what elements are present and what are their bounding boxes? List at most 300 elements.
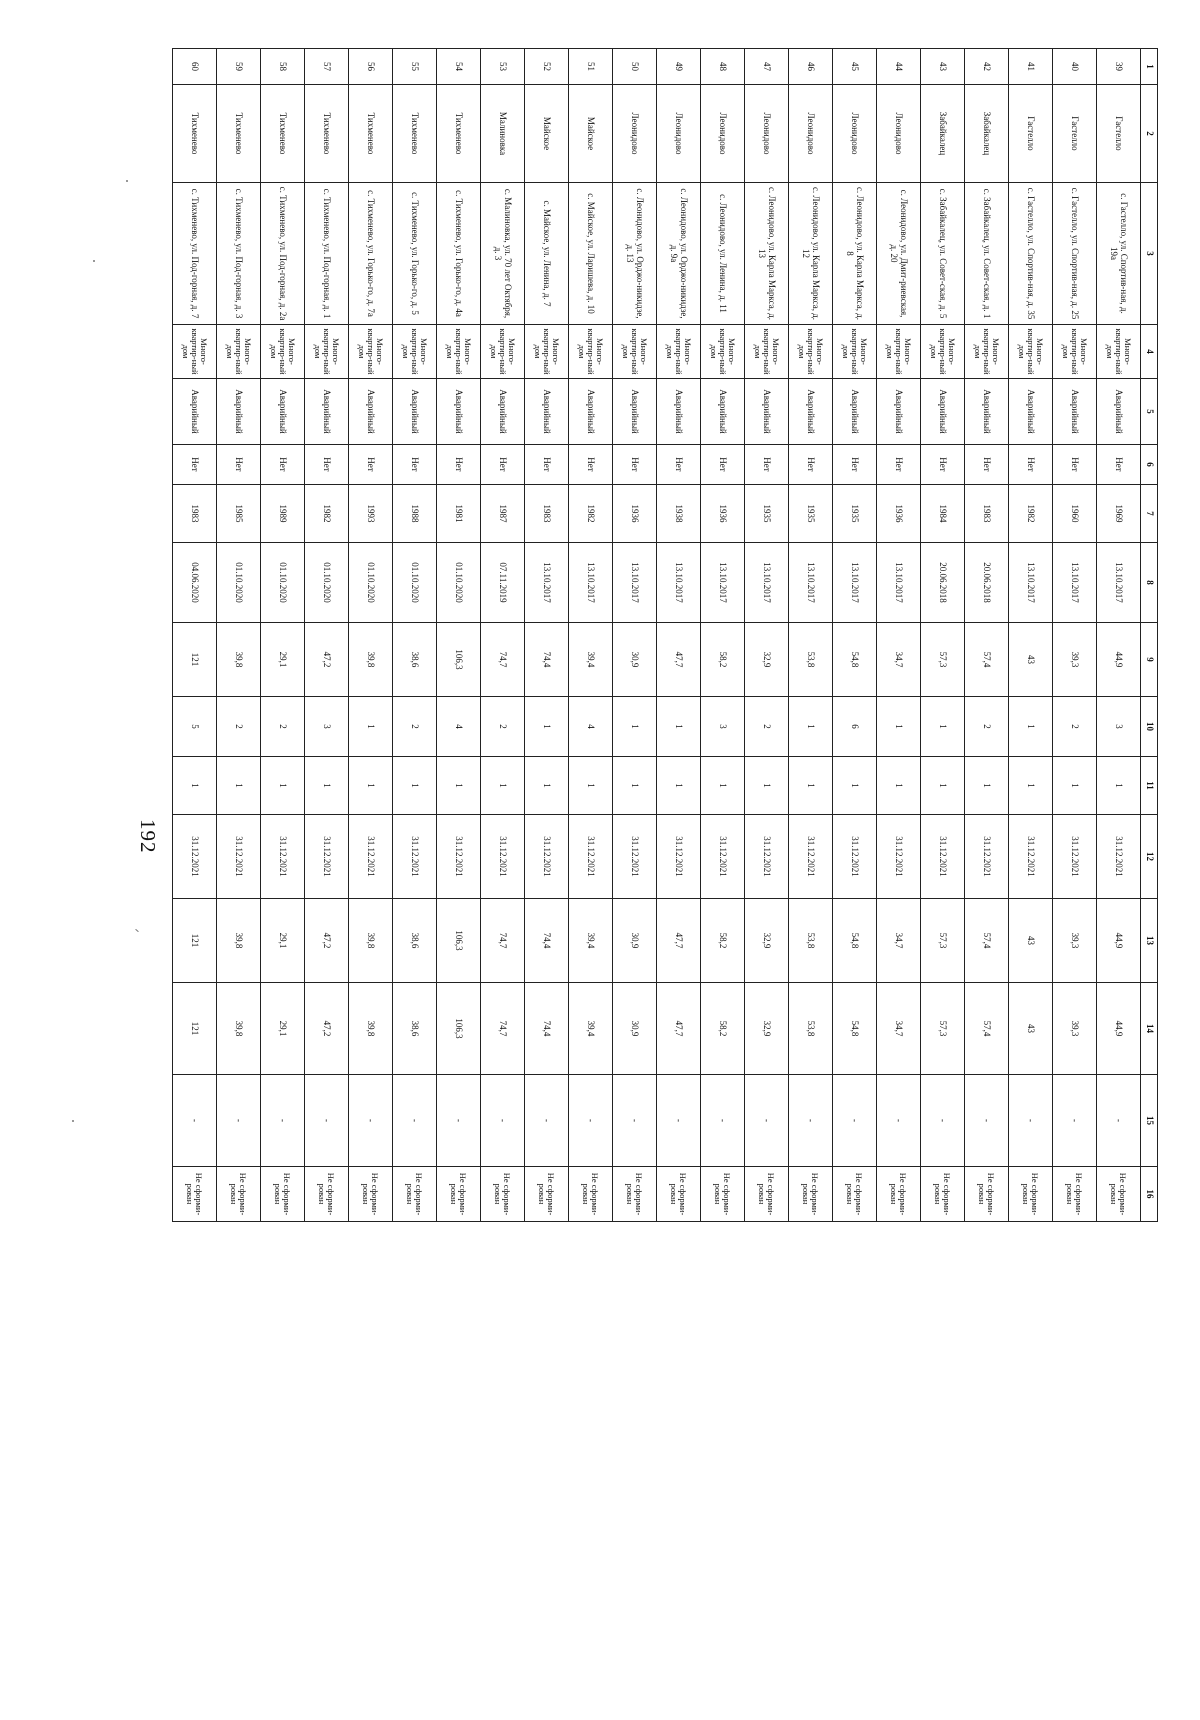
area-cell: 39,3: [1053, 623, 1097, 697]
year-built-cell: 1936: [701, 485, 745, 543]
area-resettled-cell: 29,1: [261, 983, 305, 1075]
dash-cell: -: [789, 1075, 833, 1167]
address-cell: с. Леонидово, ул. Орджо-никидзе, д. 9а: [657, 183, 701, 325]
area-resettled-cell: 34,7: [877, 983, 921, 1075]
settlement-cell: Тихменево: [261, 85, 305, 183]
recognition-date-cell: 01.10.2020: [261, 543, 305, 623]
building-type-cell: Много-квартир-ный дом: [305, 325, 349, 379]
settlement-cell: Гастелло: [1097, 85, 1141, 183]
table-row: [349, 49, 393, 1222]
year-built-cell: 1988: [393, 485, 437, 543]
flag-cell: Нет: [261, 445, 305, 485]
status-cell: Не сформи-рован: [525, 1167, 569, 1222]
building-type-cell: Много-квартир-ный дом: [437, 325, 481, 379]
status-cell: Не сформи-рован: [789, 1167, 833, 1222]
residents-cell: 2: [261, 697, 305, 757]
building-type-cell: Много-квартир-ный дом: [701, 325, 745, 379]
deadline-cell: 31.12.2021: [965, 815, 1009, 899]
condition-cell: Аварийный: [745, 379, 789, 445]
area-total-cell: 47,7: [657, 899, 701, 983]
table-row: [305, 49, 349, 1222]
table-row: [921, 49, 965, 1222]
count-cell: 1: [877, 757, 921, 815]
dash-cell: -: [613, 1075, 657, 1167]
area-resettled-cell: 57,4: [965, 983, 1009, 1075]
count-cell: 1: [921, 757, 965, 815]
condition-cell: Аварийный: [261, 379, 305, 445]
residents-cell: 2: [745, 697, 789, 757]
row-number: 42: [965, 49, 1009, 85]
area-total-cell: 121: [173, 899, 217, 983]
building-type-cell: Много-квартир-ный дом: [1009, 325, 1053, 379]
area-total-cell: 74,7: [481, 899, 525, 983]
count-cell: 1: [261, 757, 305, 815]
page-number: 192: [136, 819, 160, 854]
area-cell: 34,7: [877, 623, 921, 697]
year-built-cell: 1981: [437, 485, 481, 543]
building-type-cell: Много-квартир-ный дом: [569, 325, 613, 379]
residents-cell: 2: [217, 697, 261, 757]
column-header: 6: [1141, 445, 1158, 485]
count-cell: 1: [613, 757, 657, 815]
status-cell: Не сформи-рован: [393, 1167, 437, 1222]
address-cell: с. Малиновка, ул. 70 лет Октября, д. 3: [481, 183, 525, 325]
dash-cell: -: [569, 1075, 613, 1167]
building-type-cell: Много-квартир-ный дом: [877, 325, 921, 379]
recognition-date-cell: 13.10.2017: [569, 543, 613, 623]
building-type-cell: Много-квартир-ный дом: [525, 325, 569, 379]
row-number: 40: [1053, 49, 1097, 85]
status-cell: Не сформи-рован: [261, 1167, 305, 1222]
year-built-cell: 1984: [921, 485, 965, 543]
count-cell: 1: [701, 757, 745, 815]
year-built-cell: 1983: [173, 485, 217, 543]
flag-cell: Нет: [173, 445, 217, 485]
area-total-cell: 30,9: [613, 899, 657, 983]
area-total-cell: 39,3: [1053, 899, 1097, 983]
settlement-cell: Леонидово: [833, 85, 877, 183]
flag-cell: Нет: [833, 445, 877, 485]
year-built-cell: 1938: [657, 485, 701, 543]
status-cell: Не сформи-рован: [305, 1167, 349, 1222]
settlement-cell: Тихменево: [393, 85, 437, 183]
area-cell: 47,7: [657, 623, 701, 697]
residents-cell: 2: [481, 697, 525, 757]
area-cell: 57,3: [921, 623, 965, 697]
recognition-date-cell: 13.10.2017: [745, 543, 789, 623]
address-cell: с. Леонидово, ул. Дмит-риевская, д. 20: [877, 183, 921, 325]
column-header: 3: [1141, 183, 1158, 325]
settlement-cell: Гастелло: [1009, 85, 1053, 183]
recognition-date-cell: 01.10.2020: [305, 543, 349, 623]
year-built-cell: 1993: [349, 485, 393, 543]
building-type-cell: Много-квартир-ный дом: [657, 325, 701, 379]
column-header: 5: [1141, 379, 1158, 445]
column-header: 12: [1141, 815, 1158, 899]
table-row: [173, 49, 217, 1222]
column-header: 1: [1141, 49, 1158, 85]
dash-cell: -: [1009, 1075, 1053, 1167]
condition-cell: Аварийный: [1053, 379, 1097, 445]
recognition-date-cell: 13.10.2017: [613, 543, 657, 623]
status-cell: Не сформи-рован: [657, 1167, 701, 1222]
dash-cell: -: [1053, 1075, 1097, 1167]
building-type-cell: Много-квартир-ный дом: [613, 325, 657, 379]
deadline-cell: 31.12.2021: [1009, 815, 1053, 899]
area-cell: 44,9: [1097, 623, 1141, 697]
flag-cell: Нет: [613, 445, 657, 485]
flag-cell: Нет: [569, 445, 613, 485]
deadline-cell: 31.12.2021: [525, 815, 569, 899]
deadline-cell: 31.12.2021: [569, 815, 613, 899]
row-number: 49: [657, 49, 701, 85]
status-cell: Не сформи-рован: [217, 1167, 261, 1222]
count-cell: 1: [965, 757, 1009, 815]
table-row: [833, 49, 877, 1222]
area-resettled-cell: 106,3: [437, 983, 481, 1075]
address-cell: с. Тихменево, ул. Горько-го, д. 4а: [437, 183, 481, 325]
condition-cell: Аварийный: [1009, 379, 1053, 445]
dash-cell: -: [261, 1075, 305, 1167]
table-row: [657, 49, 701, 1222]
address-cell: с. Майское, ул. Ленина, д. 7: [525, 183, 569, 325]
column-header: 7: [1141, 485, 1158, 543]
status-cell: Не сформи-рован: [701, 1167, 745, 1222]
deadline-cell: 31.12.2021: [921, 815, 965, 899]
building-type-cell: Много-квартир-ный дом: [349, 325, 393, 379]
count-cell: 1: [173, 757, 217, 815]
year-built-cell: 1936: [877, 485, 921, 543]
condition-cell: Аварийный: [525, 379, 569, 445]
deadline-cell: 31.12.2021: [613, 815, 657, 899]
deadline-cell: 31.12.2021: [701, 815, 745, 899]
row-number: 58: [261, 49, 305, 85]
settlement-cell: Леонидово: [613, 85, 657, 183]
count-cell: 1: [1009, 757, 1053, 815]
table-row: [481, 49, 525, 1222]
dash-cell: -: [745, 1075, 789, 1167]
status-cell: Не сформи-рован: [745, 1167, 789, 1222]
area-resettled-cell: 58,2: [701, 983, 745, 1075]
address-cell: с. Тихменево, ул. Под-горная, д. 7: [173, 183, 217, 325]
area-resettled-cell: 53,8: [789, 983, 833, 1075]
residents-cell: 4: [569, 697, 613, 757]
year-built-cell: 1983: [965, 485, 1009, 543]
table-row: [569, 49, 613, 1222]
column-header: 11: [1141, 757, 1158, 815]
condition-cell: Аварийный: [1097, 379, 1141, 445]
emergency-housing-table: [172, 48, 1158, 1222]
recognition-date-cell: 01.10.2020: [437, 543, 481, 623]
area-cell: 39,4: [569, 623, 613, 697]
condition-cell: Аварийный: [965, 379, 1009, 445]
flag-cell: Нет: [525, 445, 569, 485]
status-cell: Не сформи-рован: [1097, 1167, 1141, 1222]
area-cell: 57,4: [965, 623, 1009, 697]
scan-speck: [93, 260, 95, 262]
flag-cell: Нет: [745, 445, 789, 485]
residents-cell: 3: [305, 697, 349, 757]
status-cell: Не сформи-рован: [965, 1167, 1009, 1222]
year-built-cell: 1982: [1009, 485, 1053, 543]
flag-cell: Нет: [921, 445, 965, 485]
area-total-cell: 39,8: [349, 899, 393, 983]
area-total-cell: 38,6: [393, 899, 437, 983]
area-total-cell: 43: [1009, 899, 1053, 983]
year-built-cell: 1969: [1097, 485, 1141, 543]
dash-cell: -: [217, 1075, 261, 1167]
recognition-date-cell: 01.10.2020: [349, 543, 393, 623]
area-resettled-cell: 57,3: [921, 983, 965, 1075]
year-built-cell: 1982: [569, 485, 613, 543]
area-cell: 47,2: [305, 623, 349, 697]
residents-cell: 3: [701, 697, 745, 757]
address-cell: с. Тихменево, ул. Под-горная, д. 3: [217, 183, 261, 325]
building-type-cell: Много-квартир-ный дом: [789, 325, 833, 379]
residents-cell: 1: [613, 697, 657, 757]
recognition-date-cell: 13.10.2017: [789, 543, 833, 623]
row-number: 53: [481, 49, 525, 85]
area-resettled-cell: 47,2: [305, 983, 349, 1075]
flag-cell: Нет: [305, 445, 349, 485]
residents-cell: 1: [657, 697, 701, 757]
deadline-cell: 31.12.2021: [877, 815, 921, 899]
address-cell: с. Леонидово, ул. Карла Маркса, д. 13: [745, 183, 789, 325]
flag-cell: Нет: [701, 445, 745, 485]
table-row: [525, 49, 569, 1222]
settlement-cell: Забайкалец: [921, 85, 965, 183]
dash-cell: -: [393, 1075, 437, 1167]
status-cell: Не сформи-рован: [1009, 1167, 1053, 1222]
condition-cell: Аварийный: [789, 379, 833, 445]
area-resettled-cell: 47,7: [657, 983, 701, 1075]
settlement-cell: Леонидово: [789, 85, 833, 183]
count-cell: 1: [789, 757, 833, 815]
deadline-cell: 31.12.2021: [1097, 815, 1141, 899]
rotated-page: [176, 48, 1158, 1221]
table-row: [437, 49, 481, 1222]
deadline-cell: 31.12.2021: [173, 815, 217, 899]
table-row: [1053, 49, 1097, 1222]
flag-cell: Нет: [393, 445, 437, 485]
table-row: [217, 49, 261, 1222]
table-row: [1009, 49, 1053, 1222]
header-row: [1141, 49, 1158, 1222]
settlement-cell: Леонидово: [877, 85, 921, 183]
deadline-cell: 31.12.2021: [217, 815, 261, 899]
count-cell: 1: [217, 757, 261, 815]
deadline-cell: 31.12.2021: [393, 815, 437, 899]
residents-cell: 2: [1053, 697, 1097, 757]
count-cell: 1: [657, 757, 701, 815]
settlement-cell: Гастелло: [1053, 85, 1097, 183]
area-cell: 30,9: [613, 623, 657, 697]
row-number: 60: [173, 49, 217, 85]
flag-cell: Нет: [349, 445, 393, 485]
address-cell: с. Майское, ул. Ларишева, д. 10: [569, 183, 613, 325]
column-header: 10: [1141, 697, 1158, 757]
area-resettled-cell: 121: [173, 983, 217, 1075]
area-resettled-cell: 39,4: [569, 983, 613, 1075]
dash-cell: -: [305, 1075, 349, 1167]
area-total-cell: 74,4: [525, 899, 569, 983]
area-total-cell: 54,8: [833, 899, 877, 983]
address-cell: с. Тихменево, ул. Под-горная, д. 1: [305, 183, 349, 325]
area-resettled-cell: 39,8: [217, 983, 261, 1075]
year-built-cell: 1982: [305, 485, 349, 543]
settlement-cell: Леонидово: [701, 85, 745, 183]
table-row: [613, 49, 657, 1222]
dash-cell: -: [437, 1075, 481, 1167]
deadline-cell: 31.12.2021: [745, 815, 789, 899]
year-built-cell: 1935: [789, 485, 833, 543]
condition-cell: Аварийный: [657, 379, 701, 445]
scan-speck: [126, 180, 128, 182]
deadline-cell: 31.12.2021: [349, 815, 393, 899]
column-header: 2: [1141, 85, 1158, 183]
address-cell: с. Гастелло, ул. Спортив-ная, д. 19а: [1097, 183, 1141, 325]
address-cell: с. Забайкалец, ул. Совет-ская, д. 5: [921, 183, 965, 325]
area-total-cell: 29,1: [261, 899, 305, 983]
status-cell: Не сформи-рован: [833, 1167, 877, 1222]
flag-cell: Нет: [1053, 445, 1097, 485]
address-cell: с. Тихменево, ул. Под-горная, д. 2а: [261, 183, 305, 325]
dash-cell: -: [921, 1075, 965, 1167]
area-total-cell: 32,9: [745, 899, 789, 983]
area-cell: 43: [1009, 623, 1053, 697]
building-type-cell: Много-квартир-ный дом: [261, 325, 305, 379]
table-row: [877, 49, 921, 1222]
recognition-date-cell: 13.10.2017: [701, 543, 745, 623]
row-number: 56: [349, 49, 393, 85]
count-cell: 1: [437, 757, 481, 815]
settlement-cell: Тихменево: [437, 85, 481, 183]
condition-cell: Аварийный: [305, 379, 349, 445]
flag-cell: Нет: [1097, 445, 1141, 485]
condition-cell: Аварийный: [921, 379, 965, 445]
area-resettled-cell: 74,7: [481, 983, 525, 1075]
flag-cell: Нет: [437, 445, 481, 485]
row-number: 44: [877, 49, 921, 85]
status-cell: Не сформи-рован: [437, 1167, 481, 1222]
area-total-cell: 34,7: [877, 899, 921, 983]
row-number: 46: [789, 49, 833, 85]
area-total-cell: 57,4: [965, 899, 1009, 983]
address-cell: с. Леонидово, ул. Орджо-никидзе, д. 13: [613, 183, 657, 325]
count-cell: 1: [305, 757, 349, 815]
year-built-cell: 1989: [261, 485, 305, 543]
recognition-date-cell: 13.10.2017: [657, 543, 701, 623]
column-header: 4: [1141, 325, 1158, 379]
area-cell: 58,2: [701, 623, 745, 697]
condition-cell: Аварийный: [877, 379, 921, 445]
settlement-cell: Тихменево: [349, 85, 393, 183]
condition-cell: Аварийный: [701, 379, 745, 445]
area-cell: 74,7: [481, 623, 525, 697]
condition-cell: Аварийный: [349, 379, 393, 445]
area-cell: 29,1: [261, 623, 305, 697]
area-total-cell: 106,3: [437, 899, 481, 983]
area-cell: 53,8: [789, 623, 833, 697]
count-cell: 1: [745, 757, 789, 815]
year-built-cell: 1987: [481, 485, 525, 543]
area-cell: 39,8: [349, 623, 393, 697]
residents-cell: 2: [393, 697, 437, 757]
area-cell: 32,9: [745, 623, 789, 697]
flag-cell: Нет: [789, 445, 833, 485]
scan-speck: [72, 1120, 74, 1122]
scan-speck: [135, 929, 139, 932]
recognition-date-cell: 13.10.2017: [1097, 543, 1141, 623]
residents-cell: 1: [349, 697, 393, 757]
settlement-cell: Леонидово: [657, 85, 701, 183]
row-number: 52: [525, 49, 569, 85]
settlement-cell: Тихменево: [217, 85, 261, 183]
count-cell: 1: [569, 757, 613, 815]
area-cell: 39,8: [217, 623, 261, 697]
row-number: 51: [569, 49, 613, 85]
table-row: [789, 49, 833, 1222]
recognition-date-cell: 20.06.2018: [965, 543, 1009, 623]
table-row: [965, 49, 1009, 1222]
address-cell: с. Леонидово, ул. Карла Маркса, д. 12: [789, 183, 833, 325]
condition-cell: Аварийный: [833, 379, 877, 445]
deadline-cell: 31.12.2021: [1053, 815, 1097, 899]
area-total-cell: 47,2: [305, 899, 349, 983]
building-type-cell: Много-квартир-ный дом: [965, 325, 1009, 379]
table-row: [261, 49, 305, 1222]
settlement-cell: Майское: [525, 85, 569, 183]
column-header: 16: [1141, 1167, 1158, 1222]
area-resettled-cell: 44,9: [1097, 983, 1141, 1075]
deadline-cell: 31.12.2021: [437, 815, 481, 899]
row-number: 47: [745, 49, 789, 85]
recognition-date-cell: 13.10.2017: [877, 543, 921, 623]
condition-cell: Аварийный: [393, 379, 437, 445]
condition-cell: Аварийный: [613, 379, 657, 445]
table-row: [1097, 49, 1141, 1222]
area-resettled-cell: 39,8: [349, 983, 393, 1075]
flag-cell: Нет: [877, 445, 921, 485]
count-cell: 1: [525, 757, 569, 815]
status-cell: Не сформи-рован: [613, 1167, 657, 1222]
dash-cell: -: [1097, 1075, 1141, 1167]
building-type-cell: Много-квартир-ный дом: [745, 325, 789, 379]
settlement-cell: Леонидово: [745, 85, 789, 183]
residents-cell: 1: [525, 697, 569, 757]
row-number: 54: [437, 49, 481, 85]
dash-cell: -: [525, 1075, 569, 1167]
column-header: 9: [1141, 623, 1158, 697]
building-type-cell: Много-квартир-ный дом: [393, 325, 437, 379]
area-cell: 74,4: [525, 623, 569, 697]
year-built-cell: 1935: [745, 485, 789, 543]
address-cell: с. Тихменево, ул. Горько-го, д. 7а: [349, 183, 393, 325]
area-cell: 106,3: [437, 623, 481, 697]
count-cell: 1: [393, 757, 437, 815]
flag-cell: Нет: [1009, 445, 1053, 485]
address-cell: с. Леонидово, ул. Ленина, д. 11: [701, 183, 745, 325]
status-cell: Не сформи-рован: [1053, 1167, 1097, 1222]
area-cell: 38,6: [393, 623, 437, 697]
year-built-cell: 1936: [613, 485, 657, 543]
row-number: 57: [305, 49, 349, 85]
condition-cell: Аварийный: [217, 379, 261, 445]
building-type-cell: Много-квартир-ный дом: [1097, 325, 1141, 379]
count-cell: 1: [1053, 757, 1097, 815]
residents-cell: 1: [921, 697, 965, 757]
dash-cell: -: [173, 1075, 217, 1167]
